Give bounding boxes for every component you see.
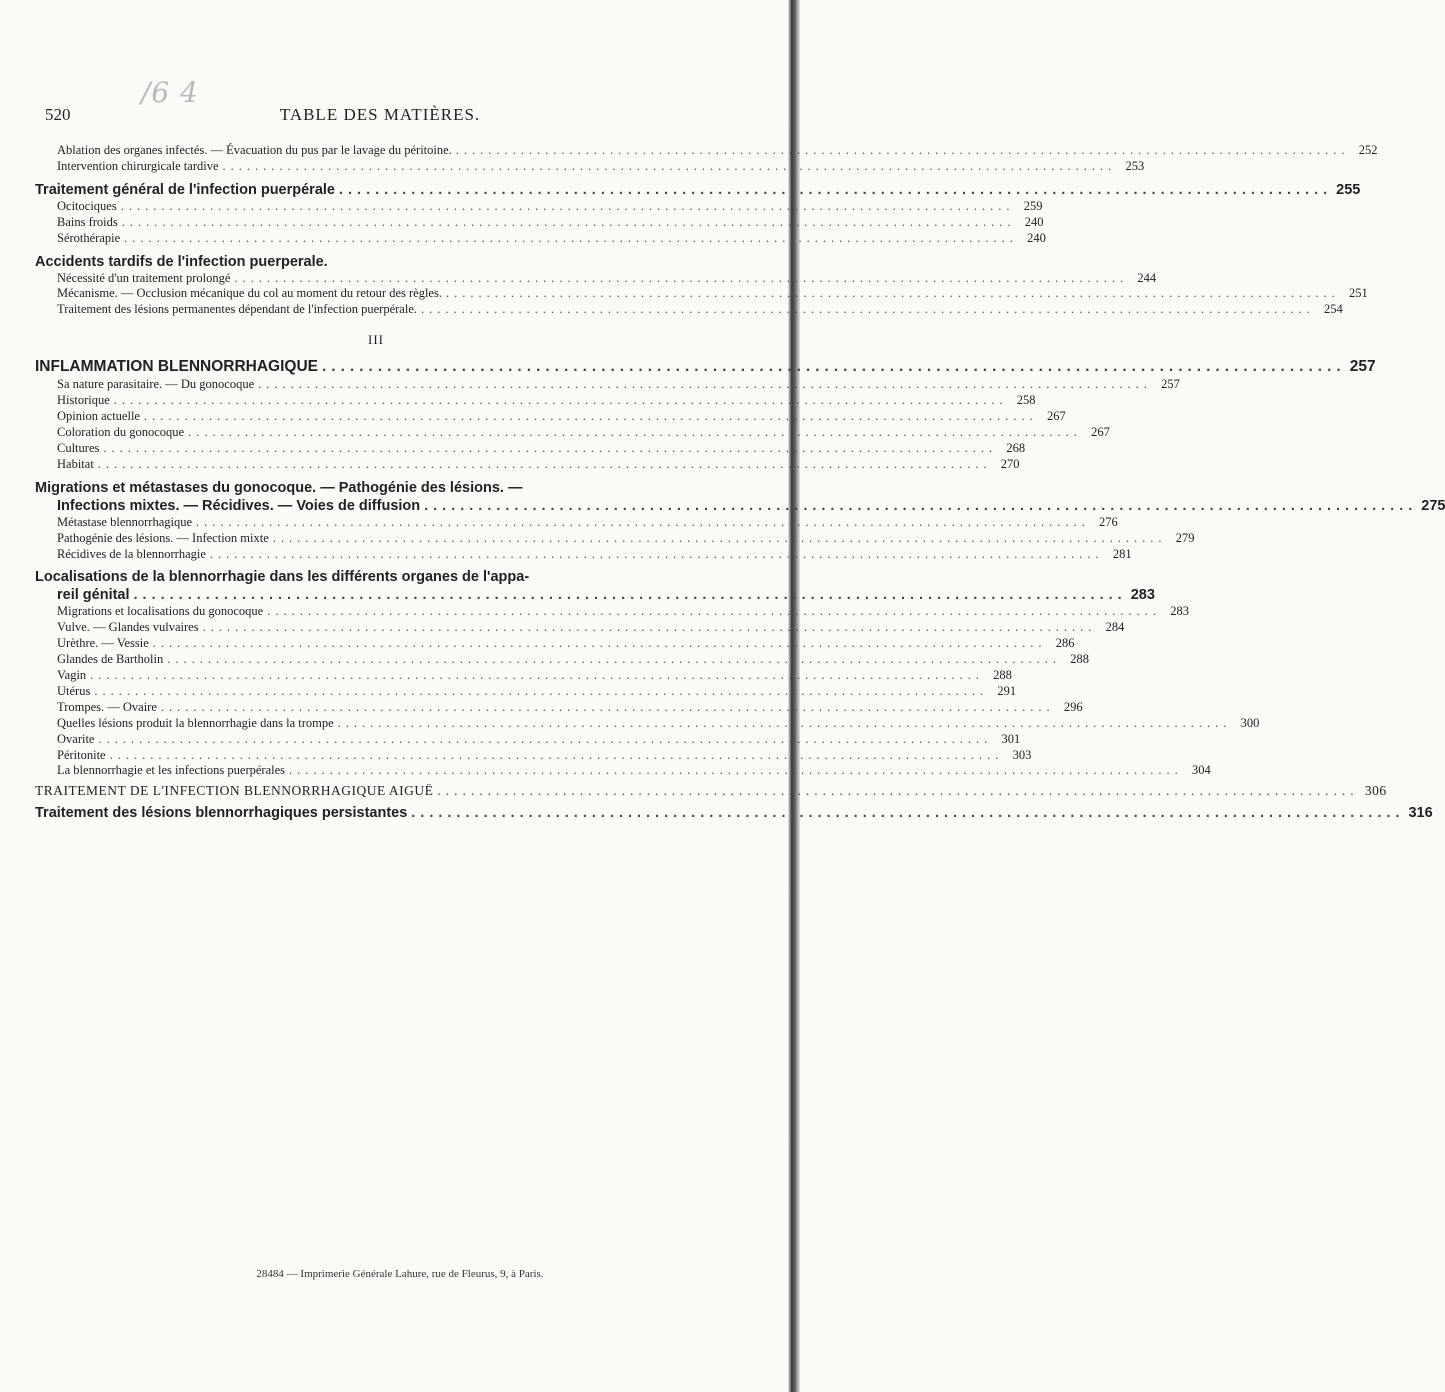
toc-entry-page: 316 xyxy=(1408,805,1433,822)
toc-entry-page: 267 xyxy=(1091,424,1110,439)
toc-entry-page: 267 xyxy=(1046,409,1066,424)
leader-dots: .............................................................................................................. xyxy=(202,620,1097,635)
toc-entry xyxy=(35,357,1376,377)
toc-entry-page: 283 xyxy=(1170,604,1189,619)
toc-entry-text: Vulve. — Glandes vulvaires xyxy=(57,620,199,635)
toc-entry-page: 244 xyxy=(1137,270,1157,285)
toc-entry-text: TRAITEMENT DE L'INFECTION BLENNORRHAGIQUE AIGUË xyxy=(35,783,434,799)
toc-entry-page: 252 xyxy=(1358,143,1378,157)
toc-entry xyxy=(35,302,1343,318)
toc-entry xyxy=(35,230,1046,247)
toc-section-c xyxy=(35,514,1195,563)
toc-entry xyxy=(35,158,1145,175)
toc-entry-migrations xyxy=(35,479,1445,515)
toc-entry-text: Péritonite xyxy=(57,747,106,762)
toc-entry-page: 270 xyxy=(1000,456,1020,471)
leader-dots: .............................................................................................................. xyxy=(289,763,1183,778)
toc-entry-page: 257 xyxy=(1161,377,1180,392)
toc-entry-text: La blennorrhagie et les infections puerpérales xyxy=(57,763,286,778)
toc-entry xyxy=(35,440,1026,457)
page-number: 520 xyxy=(45,105,71,124)
toc-entry xyxy=(35,143,1378,159)
toc-entry-page: 276 xyxy=(1099,514,1118,529)
toc-entry-page: 257 xyxy=(1349,358,1376,376)
toc-entry-text: Cultures xyxy=(57,440,100,455)
toc-entry xyxy=(35,286,1368,302)
toc-entry-page: 240 xyxy=(1027,230,1046,245)
toc-entry-text: Bains froids xyxy=(57,214,118,229)
header-title: TABLE DES MATIÈRES. xyxy=(279,105,481,124)
toc-entry-page: 253 xyxy=(1125,158,1145,173)
leader-dots: .............................................................................................................. xyxy=(267,604,1161,619)
toc-entry xyxy=(35,715,1260,732)
toc-entry-text: Trompes. — Ovaire xyxy=(57,699,157,714)
leader-dots: .............................................................................................................. xyxy=(411,805,1405,822)
toc-entry xyxy=(35,409,1066,425)
leader-dots: .............................................................................................................. xyxy=(160,699,1055,714)
toc-entry-line: Localisations de la blennorrhagie dans les différents organes de l'appa- xyxy=(35,569,530,586)
toc-entry-text: Intervention chirurgicale tardive xyxy=(57,158,219,173)
leader-dots: .............................................................................................................. xyxy=(337,715,1232,730)
toc-entry-page: 306 xyxy=(1364,783,1387,799)
leader-dots: .............................................................................................................. xyxy=(120,198,1015,213)
toc-entry xyxy=(35,214,1044,231)
toc-entry-text: Ocitociques xyxy=(57,198,117,213)
toc-entry-text: Traitement des lésions permanentes dépendant de l'infection puerpérale. xyxy=(57,302,418,317)
toc-entry-page: 288 xyxy=(1070,652,1089,667)
leader-dots: .............................................................................................................. xyxy=(167,652,1061,667)
toc-entry-page: 281 xyxy=(1112,546,1132,561)
toc-entry-page: 301 xyxy=(1001,731,1021,746)
toc-entry xyxy=(35,620,1125,636)
leader-dots: .............................................................................................................. xyxy=(445,286,1340,301)
toc-entry-page: 300 xyxy=(1240,715,1260,730)
leader-dots: .............................................................................................................. xyxy=(109,747,1004,762)
toc-entry-text: Glandes de Bartholin xyxy=(57,652,164,667)
toc-entry xyxy=(35,270,1157,287)
toc-entry-text: Ovarite xyxy=(57,731,95,746)
toc-entry-page: 288 xyxy=(993,668,1012,683)
leader-dots: .............................................................................................................. xyxy=(113,393,1008,408)
toc-section-b xyxy=(35,357,1376,472)
toc-entry-page: 258 xyxy=(1016,393,1036,408)
toc-entry-page: 284 xyxy=(1105,620,1125,635)
toc-entry-text: Sérothérapie xyxy=(57,230,121,245)
toc-entry-text: Pathogénie des lésions. — Infection mixte xyxy=(57,530,269,545)
leader-dots: .............................................................................................................. xyxy=(209,546,1104,561)
leader-dots: .............................................................................................................. xyxy=(103,440,998,455)
toc-entry-text: Utérus xyxy=(57,683,91,698)
toc-entry-page: 254 xyxy=(1324,302,1343,317)
toc-entry xyxy=(35,699,1083,716)
toc-entry-line: Migrations et métastases du gonocoque. — Pathogénie des lésions. — xyxy=(35,479,523,496)
toc-entry xyxy=(35,763,1211,779)
toc-entry-page: 279 xyxy=(1175,530,1195,545)
toc-entry-page: 303 xyxy=(1012,747,1032,762)
leader-dots: .............................................................................................................. xyxy=(421,302,1315,317)
leader-dots: .............................................................................................................. xyxy=(424,497,1418,514)
toc-entry-page: 255 xyxy=(1336,181,1361,198)
toc-entry-text: Ablation des organes infectés. — Évacuation du pus par le lavage du péritoine. xyxy=(57,143,452,157)
toc-entry xyxy=(35,377,1180,393)
toc-entry xyxy=(35,424,1110,441)
toc-entry xyxy=(35,747,1032,764)
leader-dots: .............................................................................................................. xyxy=(322,358,1346,376)
toc-entry xyxy=(35,198,1043,215)
toc-entry-text: Habitat xyxy=(57,456,94,471)
toc-entry-text: Quelles lésions produit la blennorrhagie dans la trompe xyxy=(57,715,334,730)
toc-entry-text: Migrations et localisations du gonocoque xyxy=(57,604,264,619)
toc-entry-text: reil génital xyxy=(57,587,130,604)
toc-entry-text: Historique xyxy=(57,393,110,408)
toc-entry-page: 286 xyxy=(1055,636,1075,651)
toc-entry xyxy=(35,253,717,271)
leader-dots: .............................................................................................................. xyxy=(188,424,1082,439)
toc-entry-text: Mécanisme. — Occlusion mécanique du col au moment du retour des règles. xyxy=(57,286,442,301)
leader-dots: .............................................................................................................. xyxy=(133,587,1127,604)
toc-entry-text: Accidents tardifs de l'infection puerperale. xyxy=(35,253,328,270)
leader-dots: .............................................................................................................. xyxy=(90,668,984,683)
toc-entry-text: Coloration du gonocoque xyxy=(57,424,185,439)
leader-dots: .............................................................................................................. xyxy=(234,270,1129,285)
toc-entry-page: 304 xyxy=(1192,763,1211,778)
toc-entry xyxy=(35,731,1021,748)
toc-entry xyxy=(35,604,1189,620)
toc-entry xyxy=(35,683,1017,700)
toc-section-d xyxy=(35,604,1433,822)
toc-entry-page: 275 xyxy=(1421,497,1445,514)
toc-entry-text: Sa nature parasitaire. — Du gonocoque xyxy=(57,377,255,392)
leader-dots: .............................................................................................................. xyxy=(222,158,1117,173)
toc-section-a xyxy=(35,143,1378,318)
toc-entry-text: Récidives de la blennorrhagie xyxy=(57,546,206,561)
leader-dots: .............................................................................................................. xyxy=(97,456,992,471)
toc-entry-text: Traitement général de l'infection puerpérale xyxy=(35,181,335,198)
toc-entry-page: 296 xyxy=(1063,699,1083,714)
leader-dots: .............................................................................................................. xyxy=(121,214,1016,229)
toc-entry xyxy=(35,530,1195,547)
leader-dots: .............................................................................................................. xyxy=(98,731,993,746)
leader-dots: .............................................................................................................. xyxy=(152,636,1047,651)
leader-dots: .............................................................................................................. xyxy=(94,683,989,698)
leader-dots: .............................................................................................................. xyxy=(338,181,1333,198)
toc-entry xyxy=(35,652,1089,668)
toc-entry xyxy=(35,393,1036,409)
printer-footer: 28484 — Imprimerie Générale Lahure, rue de Fleurus, 9, à Paris. xyxy=(256,1268,544,1280)
toc-entry-page: 283 xyxy=(1130,587,1155,604)
toc-entry-text: Infections mixtes. — Récidives. — Voies de diffusion xyxy=(57,497,421,514)
toc-entry-text: INFLAMMATION BLENNORRHAGIQUE xyxy=(35,358,318,376)
toc-entry xyxy=(35,514,1118,531)
pencil-annotation: /6 4 xyxy=(141,76,199,109)
toc-entry xyxy=(35,804,1433,822)
part-heading: III xyxy=(368,332,384,348)
toc-entry xyxy=(35,181,1361,199)
leader-dots: .............................................................................................................. xyxy=(437,783,1359,799)
toc-entry xyxy=(35,781,1387,800)
toc-entry xyxy=(35,456,1020,473)
toc-entry-text: Métastase blennorrhagique xyxy=(57,514,193,529)
leader-dots: .............................................................................................................. xyxy=(272,530,1167,545)
toc-entry-page: 268 xyxy=(1006,440,1026,455)
toc-entry xyxy=(35,668,1012,684)
toc-entry xyxy=(35,546,1132,563)
toc-entry-page: 291 xyxy=(997,683,1017,698)
toc-entry xyxy=(35,636,1075,652)
leader-dots: .............................................................................................................. xyxy=(258,377,1152,392)
table-of-contents xyxy=(35,143,1445,822)
leader-dots: .............................................................................................................. xyxy=(455,143,1350,157)
toc-entry-text: Opinion actuelle xyxy=(57,409,140,424)
toc-entry-text: Traitement des lésions blennorrhagiques persistantes xyxy=(35,805,408,822)
toc-entry-page: 259 xyxy=(1023,198,1043,213)
toc-entry-localisations xyxy=(35,568,1155,604)
leader-dots: .............................................................................................................. xyxy=(143,409,1038,424)
toc-entry-text: Nécessité d'un traitement prolongé xyxy=(57,270,231,285)
toc-entry-page: 240 xyxy=(1024,214,1044,229)
leader-dots: .............................................................................................................. xyxy=(196,514,1090,529)
toc-entry-text: Vagin xyxy=(57,668,87,683)
toc-entry-text: Urèthre. — Vessie xyxy=(57,636,149,651)
toc-entry-page: 251 xyxy=(1348,286,1368,301)
leader-dots: .............................................................................................................. xyxy=(124,230,1018,245)
